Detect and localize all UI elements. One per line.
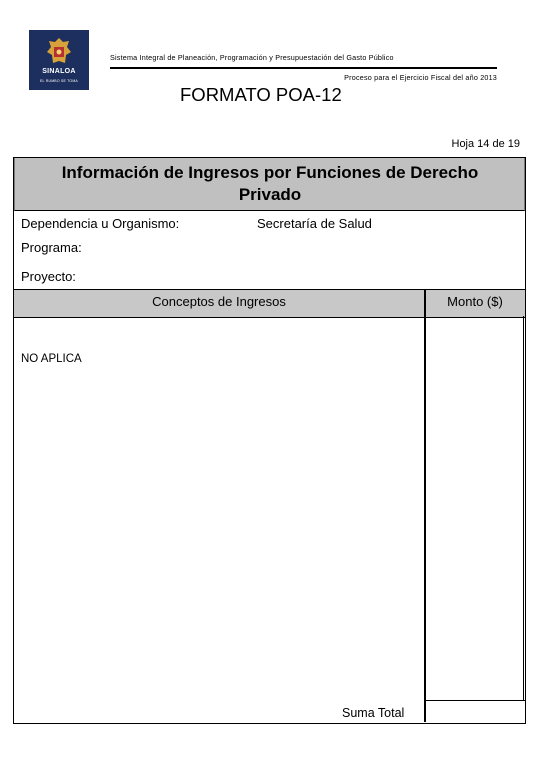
logo-tagline: EL RUMBO SE TOMA [40,79,78,83]
sinaloa-logo [29,30,89,90]
page-counter: Hoja 14 de 19 [451,138,520,150]
dependencia-value: Secretaría de Salud [257,216,372,231]
fiscal-year-note: Proceso para el Ejercicio Fiscal del año 2013 [344,73,497,82]
form-title: FORMATO POA-12 [180,84,342,105]
coat-of-arms-icon [43,36,75,68]
logo-wordmark: SINALOA [42,68,76,75]
header-divider [110,67,497,69]
proyecto-label: Proyecto: [21,269,76,284]
total-label: Suma Total [342,706,405,720]
amount-column [426,316,524,700]
system-title: Sistema Integral de Planeación, Programación y Presupuestación del Gasto Público [110,53,394,62]
section-title: Información de Ingresos por Funciones de Derecho Privado [61,163,479,204]
table-row: NO APLICA [21,353,82,365]
dependencia-label: Dependencia u Organismo: [21,216,180,231]
total-divider [426,700,525,701]
programa-label: Programa: [21,240,82,255]
column-header-concepts: Conceptos de Ingresos [152,294,286,309]
column-header-amount: Monto ($) [447,294,503,309]
